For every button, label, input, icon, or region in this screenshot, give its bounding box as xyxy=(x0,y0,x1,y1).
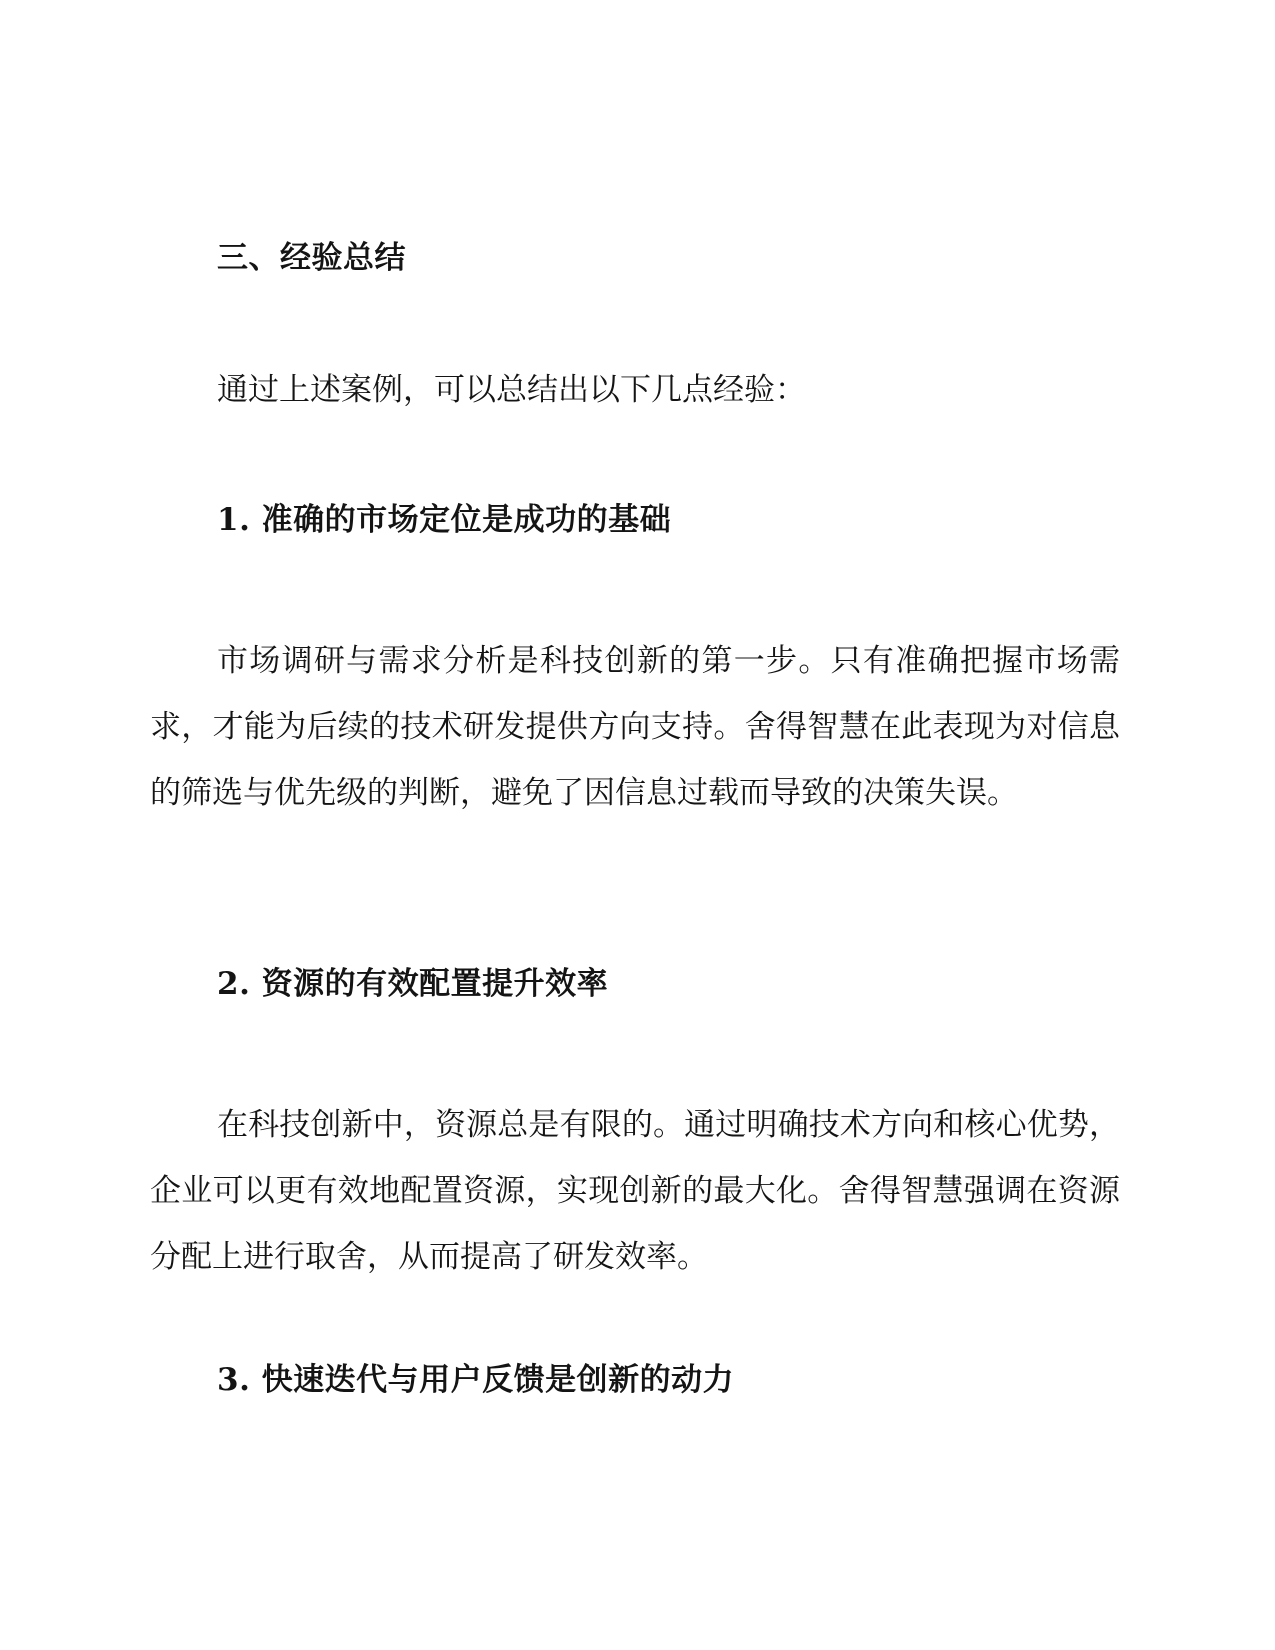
point-1-heading: 1. 准确的市场定位是成功的基础 xyxy=(217,502,672,538)
section-title: 三、经验总结 xyxy=(217,240,406,276)
point-2-body: 在科技创新中，资源总是有限的。通过明确技术方向和核心优势，企业可以更有效地配置资源，实现创新的最大化。舍得智慧强调在资源分配上进行取舍，从而提高了研发效率。 xyxy=(150,1107,1120,1275)
point-2-heading: 2. 资源的有效配置提升效率 xyxy=(217,966,609,1002)
intro-paragraph: 通过上述案例，可以总结出以下几点经验： xyxy=(217,372,806,408)
point-1-body: 市场调研与需求分析是科技创新的第一步。只有准确把握市场需求，才能为后续的技术研发提供方向支持。舍得智慧在此表现为对信息的筛选与优先级的判断，避免了因信息过载而导致的决策失误。 xyxy=(150,643,1120,811)
point-3-heading: 3. 快速迭代与用户反馈是创新的动力 xyxy=(217,1362,735,1398)
